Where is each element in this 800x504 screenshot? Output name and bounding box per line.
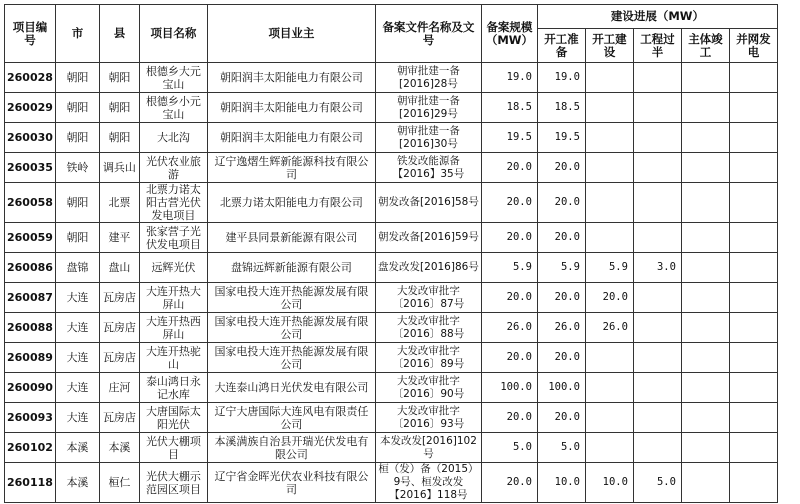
cell-city: 大连 [55, 283, 99, 313]
cell-filed-scale: 20.0 [481, 343, 537, 373]
cell-filing-document: 桓（发）备（2015）9号、桓发改发【2016】118号 [375, 463, 481, 503]
cell-county: 瓦房店 [99, 283, 139, 313]
cell-stage-grid [729, 153, 777, 183]
table-row [5, 313, 778, 343]
cell-stage-prep: 20.0 [537, 403, 585, 433]
cell-stage-start [585, 343, 633, 373]
cell-stage-start [585, 403, 633, 433]
cell-county: 调兵山 [99, 153, 139, 183]
cell-city: 大连 [55, 403, 99, 433]
cell-filing-document: 大发改审批字〔2016〕88号 [375, 313, 481, 343]
cell-filed-scale: 20.0 [481, 403, 537, 433]
cell-stage-start: 10.0 [585, 463, 633, 503]
cell-stage-start [585, 373, 633, 403]
cell-filing-document: 朝审批建一备[2016]28号 [375, 63, 481, 93]
cell-filing-document: 朝发改备[2016]58号 [375, 183, 481, 223]
cell-project-id: 260118 [5, 463, 56, 503]
cell-stage-done [681, 253, 729, 283]
cell-stage-start: 20.0 [585, 283, 633, 313]
cell-project-owner: 盘锦远辉新能源有限公司 [207, 253, 375, 283]
cell-filed-scale: 20.0 [481, 283, 537, 313]
header-stage-start: 开工建设 [585, 29, 633, 63]
table-row [5, 93, 778, 123]
cell-filing-document: 大发改审批字〔2016〕90号 [375, 373, 481, 403]
cell-project-name: 远辉光伏 [139, 253, 207, 283]
cell-stage-done [681, 433, 729, 463]
cell-stage-half: 3.0 [633, 253, 681, 283]
table-row [5, 253, 778, 283]
header-stage-half: 工程过半 [633, 29, 681, 63]
cell-project-id: 260089 [5, 343, 56, 373]
cell-stage-prep: 19.0 [537, 63, 585, 93]
table-row [5, 373, 778, 403]
cell-filing-document: 铁发改能源备【2016】35号 [375, 153, 481, 183]
cell-stage-done [681, 373, 729, 403]
cell-filed-scale: 20.0 [481, 463, 537, 503]
cell-city: 朝阳 [55, 93, 99, 123]
cell-stage-start [585, 183, 633, 223]
cell-stage-grid [729, 183, 777, 223]
cell-project-id: 260087 [5, 283, 56, 313]
cell-stage-half [633, 403, 681, 433]
cell-stage-prep: 5.9 [537, 253, 585, 283]
cell-project-name: 大唐国际太阳光伏 [139, 403, 207, 433]
cell-county: 北票 [99, 183, 139, 223]
cell-project-name: 大连开热驼山 [139, 343, 207, 373]
cell-filed-scale: 26.0 [481, 313, 537, 343]
cell-county: 庄河 [99, 373, 139, 403]
header-stage-done: 主体竣工 [681, 29, 729, 63]
cell-stage-grid [729, 343, 777, 373]
cell-stage-done [681, 343, 729, 373]
header-county: 县 [99, 5, 139, 63]
cell-stage-grid [729, 463, 777, 503]
cell-stage-done [681, 183, 729, 223]
cell-stage-half [633, 373, 681, 403]
cell-filing-document: 大发改审批字〔2016〕93号 [375, 403, 481, 433]
table-row [5, 63, 778, 93]
cell-project-owner: 朝阳润丰太阳能电力有限公司 [207, 123, 375, 153]
cell-stage-done [681, 403, 729, 433]
cell-city: 大连 [55, 373, 99, 403]
cell-stage-start [585, 433, 633, 463]
table-row [5, 123, 778, 153]
cell-county: 本溪 [99, 433, 139, 463]
cell-project-id: 260028 [5, 63, 56, 93]
cell-project-id: 260102 [5, 433, 56, 463]
cell-project-owner: 辽宁省金晖光伏农业科技有限公司 [207, 463, 375, 503]
header-construction-progress: 建设进展（MW） [537, 5, 777, 29]
cell-stage-half [633, 433, 681, 463]
cell-stage-done [681, 123, 729, 153]
header-stage-prep: 开工准备 [537, 29, 585, 63]
cell-filed-scale: 100.0 [481, 373, 537, 403]
cell-county: 朝阳 [99, 123, 139, 153]
cell-stage-half [633, 123, 681, 153]
cell-project-id: 260059 [5, 223, 56, 253]
cell-city: 朝阳 [55, 183, 99, 223]
cell-project-name: 张家营子光伏发电项目 [139, 223, 207, 253]
cell-stage-grid [729, 223, 777, 253]
cell-stage-prep: 20.0 [537, 343, 585, 373]
cell-city: 大连 [55, 313, 99, 343]
cell-stage-grid [729, 283, 777, 313]
cell-stage-prep: 20.0 [537, 283, 585, 313]
cell-filing-document: 朝审批建一备[2016]30号 [375, 123, 481, 153]
cell-stage-grid [729, 313, 777, 343]
cell-filing-document: 朝审批建一备[2016]29号 [375, 93, 481, 123]
cell-county: 建平 [99, 223, 139, 253]
projects-table [4, 4, 778, 503]
cell-city: 朝阳 [55, 223, 99, 253]
cell-project-owner: 国家电投大连开热能源发展有限公司 [207, 343, 375, 373]
cell-stage-done [681, 63, 729, 93]
cell-project-owner: 大连泰山鸿日光伏发电有限公司 [207, 373, 375, 403]
cell-stage-done [681, 283, 729, 313]
cell-filed-scale: 5.9 [481, 253, 537, 283]
table-row [5, 283, 778, 313]
cell-project-owner: 辽宁逸熠生辉新能源科技有限公司 [207, 153, 375, 183]
cell-project-id: 260086 [5, 253, 56, 283]
cell-stage-prep: 100.0 [537, 373, 585, 403]
cell-filing-document: 本发改发[2016]102号 [375, 433, 481, 463]
cell-city: 本溪 [55, 433, 99, 463]
cell-stage-done [681, 93, 729, 123]
cell-stage-half [633, 183, 681, 223]
cell-stage-done [681, 313, 729, 343]
cell-project-name: 大北沟 [139, 123, 207, 153]
cell-stage-prep: 20.0 [537, 183, 585, 223]
cell-stage-start: 26.0 [585, 313, 633, 343]
table-row [5, 153, 778, 183]
cell-project-owner: 辽宁大唐国际大连风电有限责任公司 [207, 403, 375, 433]
cell-city: 朝阳 [55, 123, 99, 153]
cell-filed-scale: 20.0 [481, 223, 537, 253]
cell-stage-grid [729, 253, 777, 283]
cell-project-id: 260090 [5, 373, 56, 403]
cell-stage-half [633, 63, 681, 93]
cell-filed-scale: 5.0 [481, 433, 537, 463]
cell-county: 朝阳 [99, 63, 139, 93]
table-row [5, 463, 778, 503]
cell-project-owner: 朝阳润丰太阳能电力有限公司 [207, 63, 375, 93]
cell-project-id: 260029 [5, 93, 56, 123]
table-row [5, 433, 778, 463]
cell-stage-half [633, 93, 681, 123]
header-project-owner: 项目业主 [207, 5, 375, 63]
cell-county: 瓦房店 [99, 313, 139, 343]
cell-city: 朝阳 [55, 63, 99, 93]
cell-project-name: 根德乡小元宝山 [139, 93, 207, 123]
table-row [5, 343, 778, 373]
header-filed-scale: 备案规模（MW） [481, 5, 537, 63]
table-row [5, 223, 778, 253]
cell-filed-scale: 18.5 [481, 93, 537, 123]
cell-filing-document: 大发改审批字〔2016〕89号 [375, 343, 481, 373]
cell-project-owner: 北票力诺太阳能电力有限公司 [207, 183, 375, 223]
cell-county: 盘山 [99, 253, 139, 283]
cell-project-owner: 国家电投大连开热能源发展有限公司 [207, 283, 375, 313]
header-project-name: 项目名称 [139, 5, 207, 63]
header-project-id: 项目编号 [5, 5, 56, 63]
cell-stage-prep: 5.0 [537, 433, 585, 463]
cell-project-id: 260058 [5, 183, 56, 223]
cell-project-owner: 国家电投大连开热能源发展有限公司 [207, 313, 375, 343]
cell-stage-grid [729, 373, 777, 403]
cell-filed-scale: 19.5 [481, 123, 537, 153]
cell-stage-prep: 20.0 [537, 223, 585, 253]
cell-county: 瓦房店 [99, 403, 139, 433]
cell-stage-start: 5.9 [585, 253, 633, 283]
header-stage-grid: 并网发电 [729, 29, 777, 63]
cell-stage-half [633, 153, 681, 183]
cell-stage-start [585, 153, 633, 183]
cell-city: 本溪 [55, 463, 99, 503]
cell-stage-done [681, 223, 729, 253]
cell-stage-start [585, 223, 633, 253]
cell-project-owner: 本溪满族自治县开瑞光伏发电有限公司 [207, 433, 375, 463]
cell-stage-start [585, 123, 633, 153]
cell-filing-document: 朝发改备[2016]59号 [375, 223, 481, 253]
cell-stage-prep: 10.0 [537, 463, 585, 503]
cell-county: 瓦房店 [99, 343, 139, 373]
cell-project-id: 260088 [5, 313, 56, 343]
cell-project-name: 大连开热大屏山 [139, 283, 207, 313]
cell-stage-grid [729, 403, 777, 433]
cell-project-name: 光伏大棚项目 [139, 433, 207, 463]
table-row [5, 403, 778, 433]
cell-filing-document: 盘发改发[2016]86号 [375, 253, 481, 283]
cell-city: 盘锦 [55, 253, 99, 283]
cell-stage-grid [729, 123, 777, 153]
cell-county: 朝阳 [99, 93, 139, 123]
cell-project-id: 260093 [5, 403, 56, 433]
cell-city: 大连 [55, 343, 99, 373]
cell-filed-scale: 20.0 [481, 183, 537, 223]
cell-project-name: 根德乡大元宝山 [139, 63, 207, 93]
cell-filing-document: 大发改审批字〔2016〕87号 [375, 283, 481, 313]
cell-stage-done [681, 463, 729, 503]
table-body [5, 63, 778, 503]
cell-stage-prep: 18.5 [537, 93, 585, 123]
cell-project-id: 260035 [5, 153, 56, 183]
cell-county: 桓仁 [99, 463, 139, 503]
cell-project-name: 泰山鸿日永记水库 [139, 373, 207, 403]
cell-stage-grid [729, 63, 777, 93]
cell-stage-prep: 20.0 [537, 153, 585, 183]
cell-stage-start [585, 93, 633, 123]
cell-city: 铁岭 [55, 153, 99, 183]
cell-stage-half [633, 313, 681, 343]
cell-stage-done [681, 153, 729, 183]
cell-stage-half: 5.0 [633, 463, 681, 503]
cell-stage-start [585, 63, 633, 93]
cell-project-name: 光伏农业旅游 [139, 153, 207, 183]
cell-filed-scale: 20.0 [481, 153, 537, 183]
cell-stage-prep: 19.5 [537, 123, 585, 153]
cell-stage-prep: 26.0 [537, 313, 585, 343]
header-city: 市 [55, 5, 99, 63]
cell-project-name: 光伏大棚示范园区项目 [139, 463, 207, 503]
cell-stage-grid [729, 433, 777, 463]
cell-project-owner: 朝阳润丰太阳能电力有限公司 [207, 93, 375, 123]
cell-project-id: 260030 [5, 123, 56, 153]
cell-project-name: 大连开热西屏山 [139, 313, 207, 343]
cell-project-name: 北票力诺太阳古营光伏发电项目 [139, 183, 207, 223]
table-row [5, 183, 778, 223]
cell-stage-half [633, 223, 681, 253]
cell-stage-half [633, 283, 681, 313]
cell-stage-grid [729, 93, 777, 123]
cell-project-owner: 建平县同景新能源有限公司 [207, 223, 375, 253]
cell-filed-scale: 19.0 [481, 63, 537, 93]
cell-stage-half [633, 343, 681, 373]
header-filing-document: 备案文件名称及文号 [375, 5, 481, 63]
